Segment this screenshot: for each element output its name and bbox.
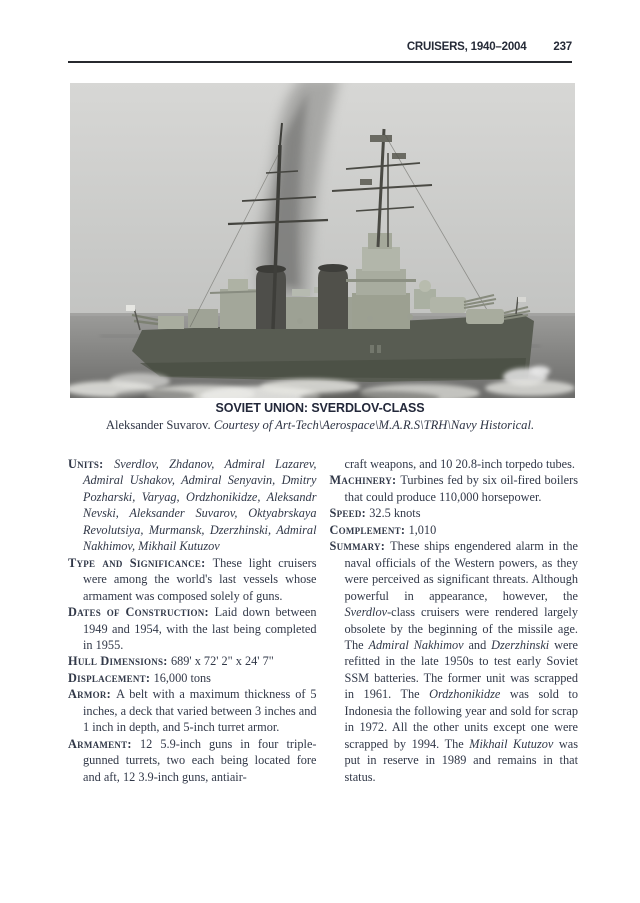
- entry-text: was put in reserve in 1989 and remains in that status.: [344, 736, 579, 784]
- entry-text: craft weapons, and 10 20.8-inch torpedo tubes.: [344, 457, 576, 471]
- running-title: CRUISERS, 1940–2004: [406, 41, 527, 53]
- credit-courtesy: Courtesy of Art-Tech\Aerospace\M.A.R.S\TRH\Navy Historical.: [213, 418, 535, 432]
- entry-displacement: [68, 670, 317, 686]
- entry-text: Turbines fed by six oil-fired boilers that could produce 110,000 horsepower.: [344, 473, 578, 504]
- left-column: [68, 456, 317, 785]
- entry-armament: [68, 736, 317, 785]
- entry-label: Machinery:: [329, 473, 401, 488]
- entry-label: Summary:: [329, 539, 391, 554]
- entry-text: These ships engendered alarm in the naval officials of the Western powers, as they were perceived as significant threats. Although powerful in appearance, however, the: [344, 539, 579, 603]
- entry-type-and-significance: [68, 555, 317, 604]
- entry-hull-dimensions: [68, 653, 317, 669]
- entry-dates-of-construction: [68, 604, 317, 653]
- entry-label: Units:: [68, 457, 115, 471]
- entry-speed: [330, 505, 579, 521]
- entry-text: Sverdlov: [344, 605, 388, 620]
- figure-caption-title: SOVIET UNION: SVERDLOV-CLASS: [215, 401, 425, 415]
- ship-photo-image: [70, 83, 575, 398]
- credit-ship-name: Aleksander Suvarov.: [105, 418, 211, 432]
- right-column: [330, 456, 579, 785]
- entry-text: Sverdlov, Zhdanov, Admiral Lazarev, Admiral Ushakov, Admiral Senyavin, Dmitry Pozharski, Varyag, Ordzhonikidze, Aleksandr Nevski, Aleksander Suvarov, Oktyabrskaya Revolutsiya, Murmansk, Dzerzhinski, Admiral Nakhimov, Mikhail Kutuzov: [83, 457, 317, 554]
- entry-armor: [68, 686, 317, 735]
- entry-machinery: [330, 472, 579, 505]
- entry-text: 689' x 72' 2" x 24' 7": [170, 654, 274, 669]
- entry-label: Speed:: [329, 506, 370, 521]
- entry-label: Type and Significance:: [68, 555, 213, 570]
- entry-text: 1,010: [408, 522, 437, 537]
- figure-caption-credit: [45, 418, 595, 433]
- entry-text: Ordzhonikidze: [429, 687, 501, 702]
- entry-text: 32.5 knots: [369, 506, 421, 521]
- watermark: [0, 800, 640, 903]
- entry-label: Armament:: [68, 736, 141, 751]
- entry-text: 12 5.9-inch guns in four triple-gunned turrets, two each being located fore and aft, 12 3.9-inch guns, antiair-: [83, 736, 317, 784]
- entry-summary: [330, 538, 579, 785]
- page-number: 237: [553, 41, 572, 53]
- entry-text: Dzerzhinski: [491, 637, 550, 652]
- entry-text: were refitted in the late 1950s to test early Soviet SSM batteries. The former unit was scrapped in 1961. The: [344, 637, 578, 702]
- entry-armament-continued: [330, 456, 579, 472]
- entry-text: was sold to Indonesia the following year and sold for scrap in 1972. All the other units except one were scrapped by 1994. The: [344, 687, 578, 751]
- entry-text: -class cruisers were rendered largely obsolete by the beginning of the missile age. The: [344, 605, 578, 652]
- text-columns: [68, 456, 578, 785]
- entry-label: Displacement:: [68, 670, 154, 685]
- header-rule: [68, 61, 572, 63]
- entry-text: Laid down between 1949 and 1954, with the last being completed in 1955.: [83, 605, 317, 652]
- entry-text: A belt with a maximum thickness of 5 inches, a deck that varied between 3 inches and 1 inch in depth, and 5-inch turret armor.: [83, 687, 317, 735]
- entry-label: Armor:: [68, 687, 117, 702]
- entry-label: Complement:: [329, 522, 409, 537]
- entry-complement: [330, 522, 579, 538]
- entry-units: [68, 456, 317, 555]
- ship-photo: [70, 83, 575, 398]
- entry-label: Dates of Construction:: [68, 605, 215, 620]
- page-header: [65, 41, 572, 53]
- entry-label: Hull Dimensions:: [68, 654, 171, 669]
- entry-text: and: [463, 637, 492, 652]
- entry-text: Admiral Nakhimov: [368, 637, 464, 652]
- entry-text: Mikhail Kutuzov: [469, 736, 554, 751]
- entry-text: These light cruisers were among the world's last vessels whose armament was composed solely of guns.: [83, 555, 317, 603]
- entry-text: 16,000 tons: [153, 670, 211, 685]
